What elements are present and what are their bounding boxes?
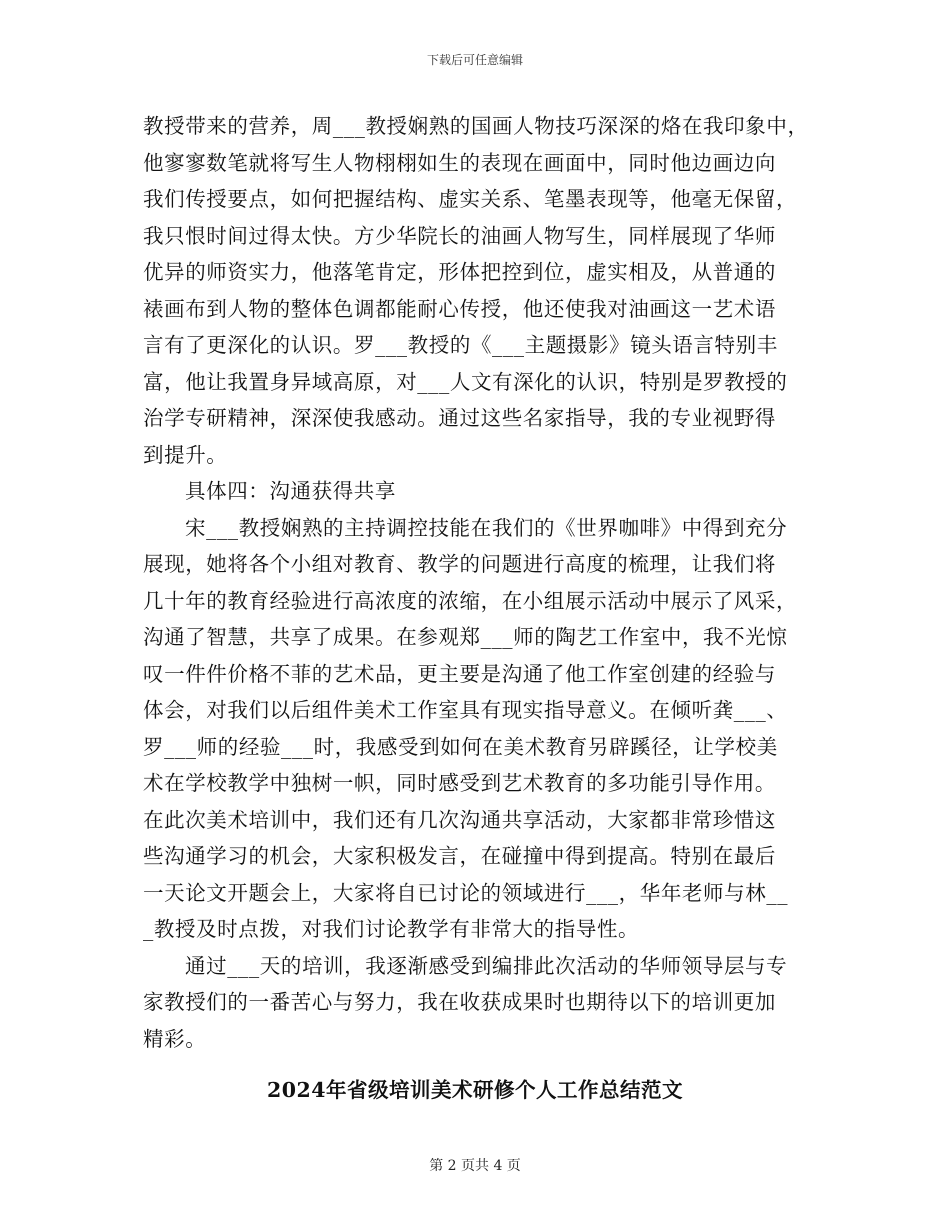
body-line: 他寥寥数笔就将写生人物栩栩如生的表现在画面中，同时他边画边向 [143, 150, 776, 175]
body-line: 展现，她将各个小组对教育、教学的问题进行高度的梳理，让我们将 [143, 552, 776, 576]
body-line: _教授及时点拨，对我们讨论教学有非常大的指导性。 [143, 917, 640, 941]
body-line: 宋___教授娴熟的主持调控技能在我们的《世界咖啡》中得到充分 [185, 515, 788, 540]
section-title: 2024年省级培训美术研修个人工作总结范文 [266, 1078, 684, 1102]
body-line: 我只恨时间过得太快。方少华院长的油画人物写生，同样展现了华师 [143, 223, 776, 248]
body-line: 言有了更深化的认识。罗___教授的《___主题摄影》镜头语言特别丰 [143, 333, 778, 357]
body-line: 在此次美术培训中，我们还有几次沟通共享活动，大家都非常珍惜这 [143, 807, 776, 832]
body-line: 富，他让我置身异域高原，对___人文有深化的认识，特别是罗教授的 [143, 369, 788, 394]
document-body [143, 108, 815, 1057]
body-line: 沟通了智慧，共享了成果。在参观郑___师的陶艺工作室中，我不光惊 [143, 625, 788, 649]
subheading-line: 具体四：沟通获得共享 [185, 479, 396, 503]
body-line: 一天论文开题会上，大家将自已讨论的领域进行___，华年老师与林__ [143, 880, 789, 905]
body-line: 叹一件件价格不菲的艺术品，更主要是沟通了他工作室创建的经验与 [143, 661, 776, 686]
body-line: 家教授们的一番苦心与努力，我在收获成果时也期待以下的培训更加 [143, 990, 776, 1014]
body-line: 精彩。 [143, 1026, 207, 1051]
body-line: 教授带来的营养，周___教授娴熟的国画人物技巧深深的烙在我印象中， [143, 114, 809, 138]
body-line: 体会，对我们以后组件美术工作室具有现实指导意义。在倾听龚___、 [143, 698, 788, 722]
body-line: 术在学校教学中独树一帜，同时感受到艺术教育的多功能引导作用。 [143, 771, 776, 795]
body-line: 罗___师的经验___时，我感受到如何在美术教育另辟蹊径，让学校美 [143, 734, 778, 759]
body-line: 我们传授要点，如何把握结构、虚实关系、笔墨表现等，他毫无保留， [143, 187, 798, 211]
body-line: 裱画布到人物的整体色调都能耐心传授，他还使我对油画这一艺术语 [143, 296, 776, 321]
body-line: 治学专研精神，深深使我感动。通过这些名家指导，我的专业视野得 [143, 406, 776, 430]
body-line: 到提升。 [143, 442, 228, 467]
body-line: 通过___天的培训，我逐渐感受到编排此次活动的华师领导层与专 [185, 953, 788, 978]
body-line: 几十年的教育经验进行高浓度的浓缩，在小组展示活动中展示了风采， [143, 588, 798, 613]
body-line: 优异的师资实力，他落笔肯定，形体把控到位，虚实相及，从普通的 [143, 260, 776, 284]
body-line: 些沟通学习的机会，大家积极发言，在碰撞中得到提高。特别在最后 [143, 844, 776, 868]
page-header: 下载后可任意编辑 [426, 53, 523, 67]
page-footer: 第 2 页共 4 页 [429, 1158, 521, 1174]
